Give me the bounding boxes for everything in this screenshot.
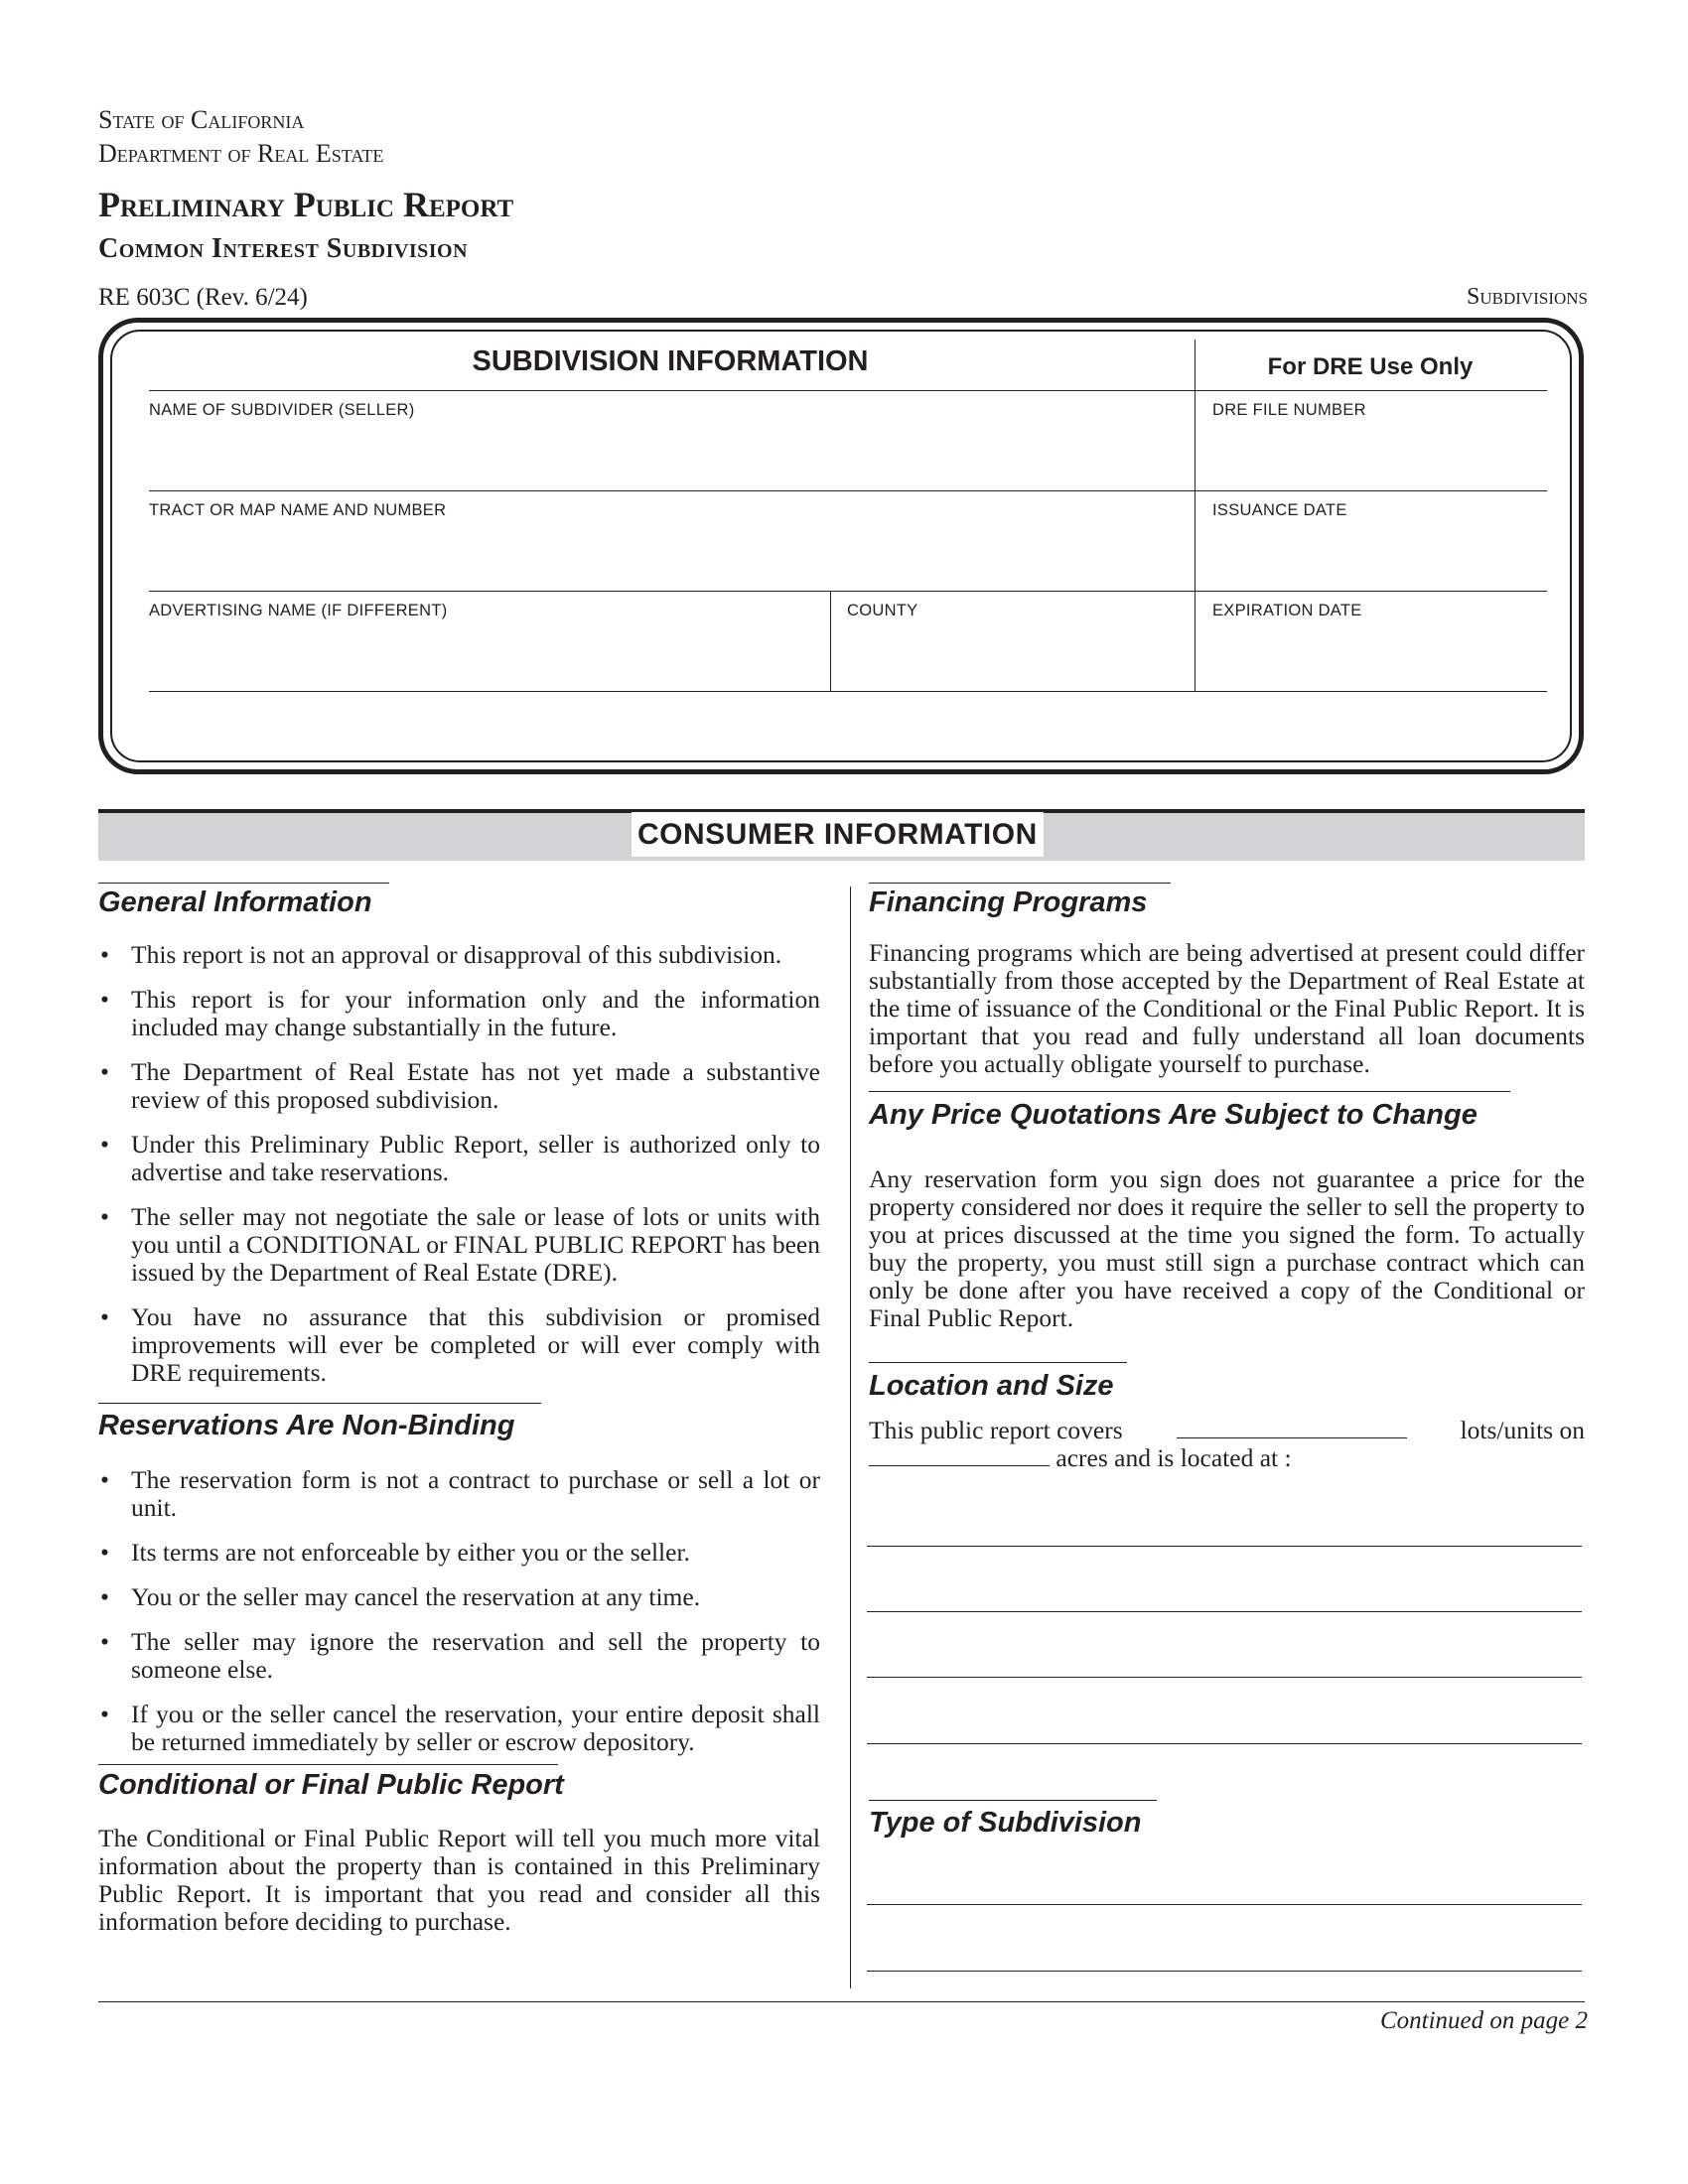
location-line-4[interactable] [867, 1743, 1582, 1744]
row-rule-2 [149, 591, 1547, 592]
lots-units-blank[interactable] [1177, 1436, 1407, 1438]
advertising-name-field[interactable]: ADVERTISING NAME (IF DIFFERENT) [149, 602, 448, 619]
location-line-1[interactable] [867, 1546, 1582, 1547]
form-category: Subdivisions [1467, 284, 1588, 310]
expiration-date-field[interactable]: EXPIRATION DATE [1212, 602, 1362, 619]
subdivision-type-line-2[interactable] [867, 1971, 1582, 1972]
county-divider [830, 592, 831, 691]
location-text-covers: This public report covers [869, 1416, 1123, 1444]
list-item: • This report is for your information only and the information included may change substantially in the future. [98, 986, 820, 1041]
dre-file-number-field[interactable]: DRE FILE NUMBER [1212, 401, 1366, 419]
list-item: • The Department of Real Estate has not yet made a substantive review of this proposed subdivision. [98, 1058, 820, 1114]
report-title: Preliminary Public Report [98, 185, 514, 224]
column-divider [850, 887, 851, 1988]
section-rule [869, 1091, 1510, 1092]
financing-heading: Financing Programs [869, 887, 1148, 918]
location-size-text [869, 1417, 1585, 1472]
report-subtitle: Common Interest Subdivision [98, 233, 469, 264]
list-item: • You or the seller may cancel the reservation at any time. [98, 1583, 820, 1611]
location-size-heading: Location and Size [869, 1370, 1114, 1402]
tract-map-field[interactable]: TRACT OR MAP NAME AND NUMBER [149, 501, 447, 519]
general-info-list [98, 941, 820, 1387]
reservations-list [98, 1466, 820, 1756]
list-item: • If you or the seller cancel the reservation, your entire deposit shall be returned immediately by seller or escrow depository. [98, 1701, 820, 1756]
footer-rule [98, 2001, 1585, 2002]
subdivision-type-line-1[interactable] [867, 1904, 1582, 1905]
form-number: RE 603C (Rev. 6/24) [98, 284, 308, 311]
price-quotations-text: Any reservation form you sign does not guarantee a price for the property considered nor does it require the seller to sell the property to you at prices discussed at the time you signed the form. To actually buy the property, you must still sign a purchase contract which can only be done after you have received a copy of the Conditional or Final Public Report. [869, 1164, 1585, 1332]
subdivision-info-heading: SUBDIVISION INFORMATION [472, 345, 869, 377]
subdivision-type-heading: Type of Subdivision [869, 1807, 1142, 1839]
list-item: • Under this Preliminary Public Report, seller is authorized only to advertise and take reservations. [98, 1131, 820, 1186]
location-line-3[interactable] [867, 1677, 1582, 1678]
county-field[interactable]: COUNTY [847, 602, 918, 619]
section-rule [869, 883, 1171, 884]
location-text-lots: lots/units on [1460, 1416, 1585, 1444]
list-item: • You have no assurance that this subdivision or promised improvements will ever be completed or will ever comply with DRE requirements. [98, 1303, 820, 1387]
list-item: • Its terms are not enforceable by either you or the seller. [98, 1539, 820, 1567]
financing-text: Financing programs which are being advertised at present could differ substantially from those accepted by the Department of Real Estate at the time of issuance of the Conditional or the Final Public Report. It is important that you read and fully understand all loan documents before you actually obligate yourself to purchase. [869, 938, 1585, 1078]
general-info-heading: General Information [98, 887, 372, 918]
consumer-info-heading: CONSUMER INFORMATION [632, 812, 1044, 857]
dre-heading-rule [1195, 390, 1547, 391]
list-item: • The seller may ignore the reservation and sell the property to someone else. [98, 1628, 820, 1684]
reservations-heading: Reservations Are Non-Binding [98, 1410, 515, 1441]
subdivider-name-field[interactable]: NAME OF SUBDIVIDER (SELLER) [149, 401, 415, 419]
acres-blank[interactable] [869, 1464, 1050, 1466]
conditional-report-heading: Conditional or Final Public Report [98, 1769, 564, 1801]
row-rule-3 [149, 691, 1547, 692]
section-rule [98, 1403, 541, 1404]
section-rule [98, 1764, 558, 1765]
row-rule-1 [149, 490, 1547, 491]
section-rule [869, 1362, 1127, 1363]
continued-note: Continued on page 2 [1379, 2007, 1588, 2034]
price-quotations-heading: Any Price Quotations Are Subject to Change [869, 1099, 1477, 1131]
department-name: Department of Real Estate [98, 139, 384, 168]
issuance-date-field[interactable]: ISSUANCE DATE [1212, 501, 1347, 519]
conditional-report-text: The Conditional or Final Public Report will tell you much more vital information about the property than is contained in this Preliminary Public Report. It is important that you read and consider all this information before deciding to purchase. [98, 1824, 820, 1936]
list-item: • This report is not an approval or disapproval of this subdivision. [98, 941, 820, 969]
location-line-2[interactable] [867, 1611, 1582, 1612]
subdivision-box-inner-border [110, 330, 1572, 762]
state-name: State of California [98, 105, 305, 134]
list-item: • The seller may not negotiate the sale or lease of lots or units with you until a CONDITIONAL or FINAL PUBLIC REPORT has been issued by the Department of Real Estate (DRE). [98, 1203, 820, 1287]
dre-use-heading: For DRE Use Only [1267, 353, 1474, 380]
location-text-acres: acres and is located at : [1055, 1443, 1292, 1472]
state-heading [98, 103, 383, 171]
section-rule [98, 883, 389, 884]
list-item: • The reservation form is not a contract to purchase or sell a lot or unit. [98, 1466, 820, 1522]
section-rule [869, 1800, 1157, 1801]
heading-rule [149, 390, 1195, 391]
dre-column-divider [1195, 340, 1196, 691]
